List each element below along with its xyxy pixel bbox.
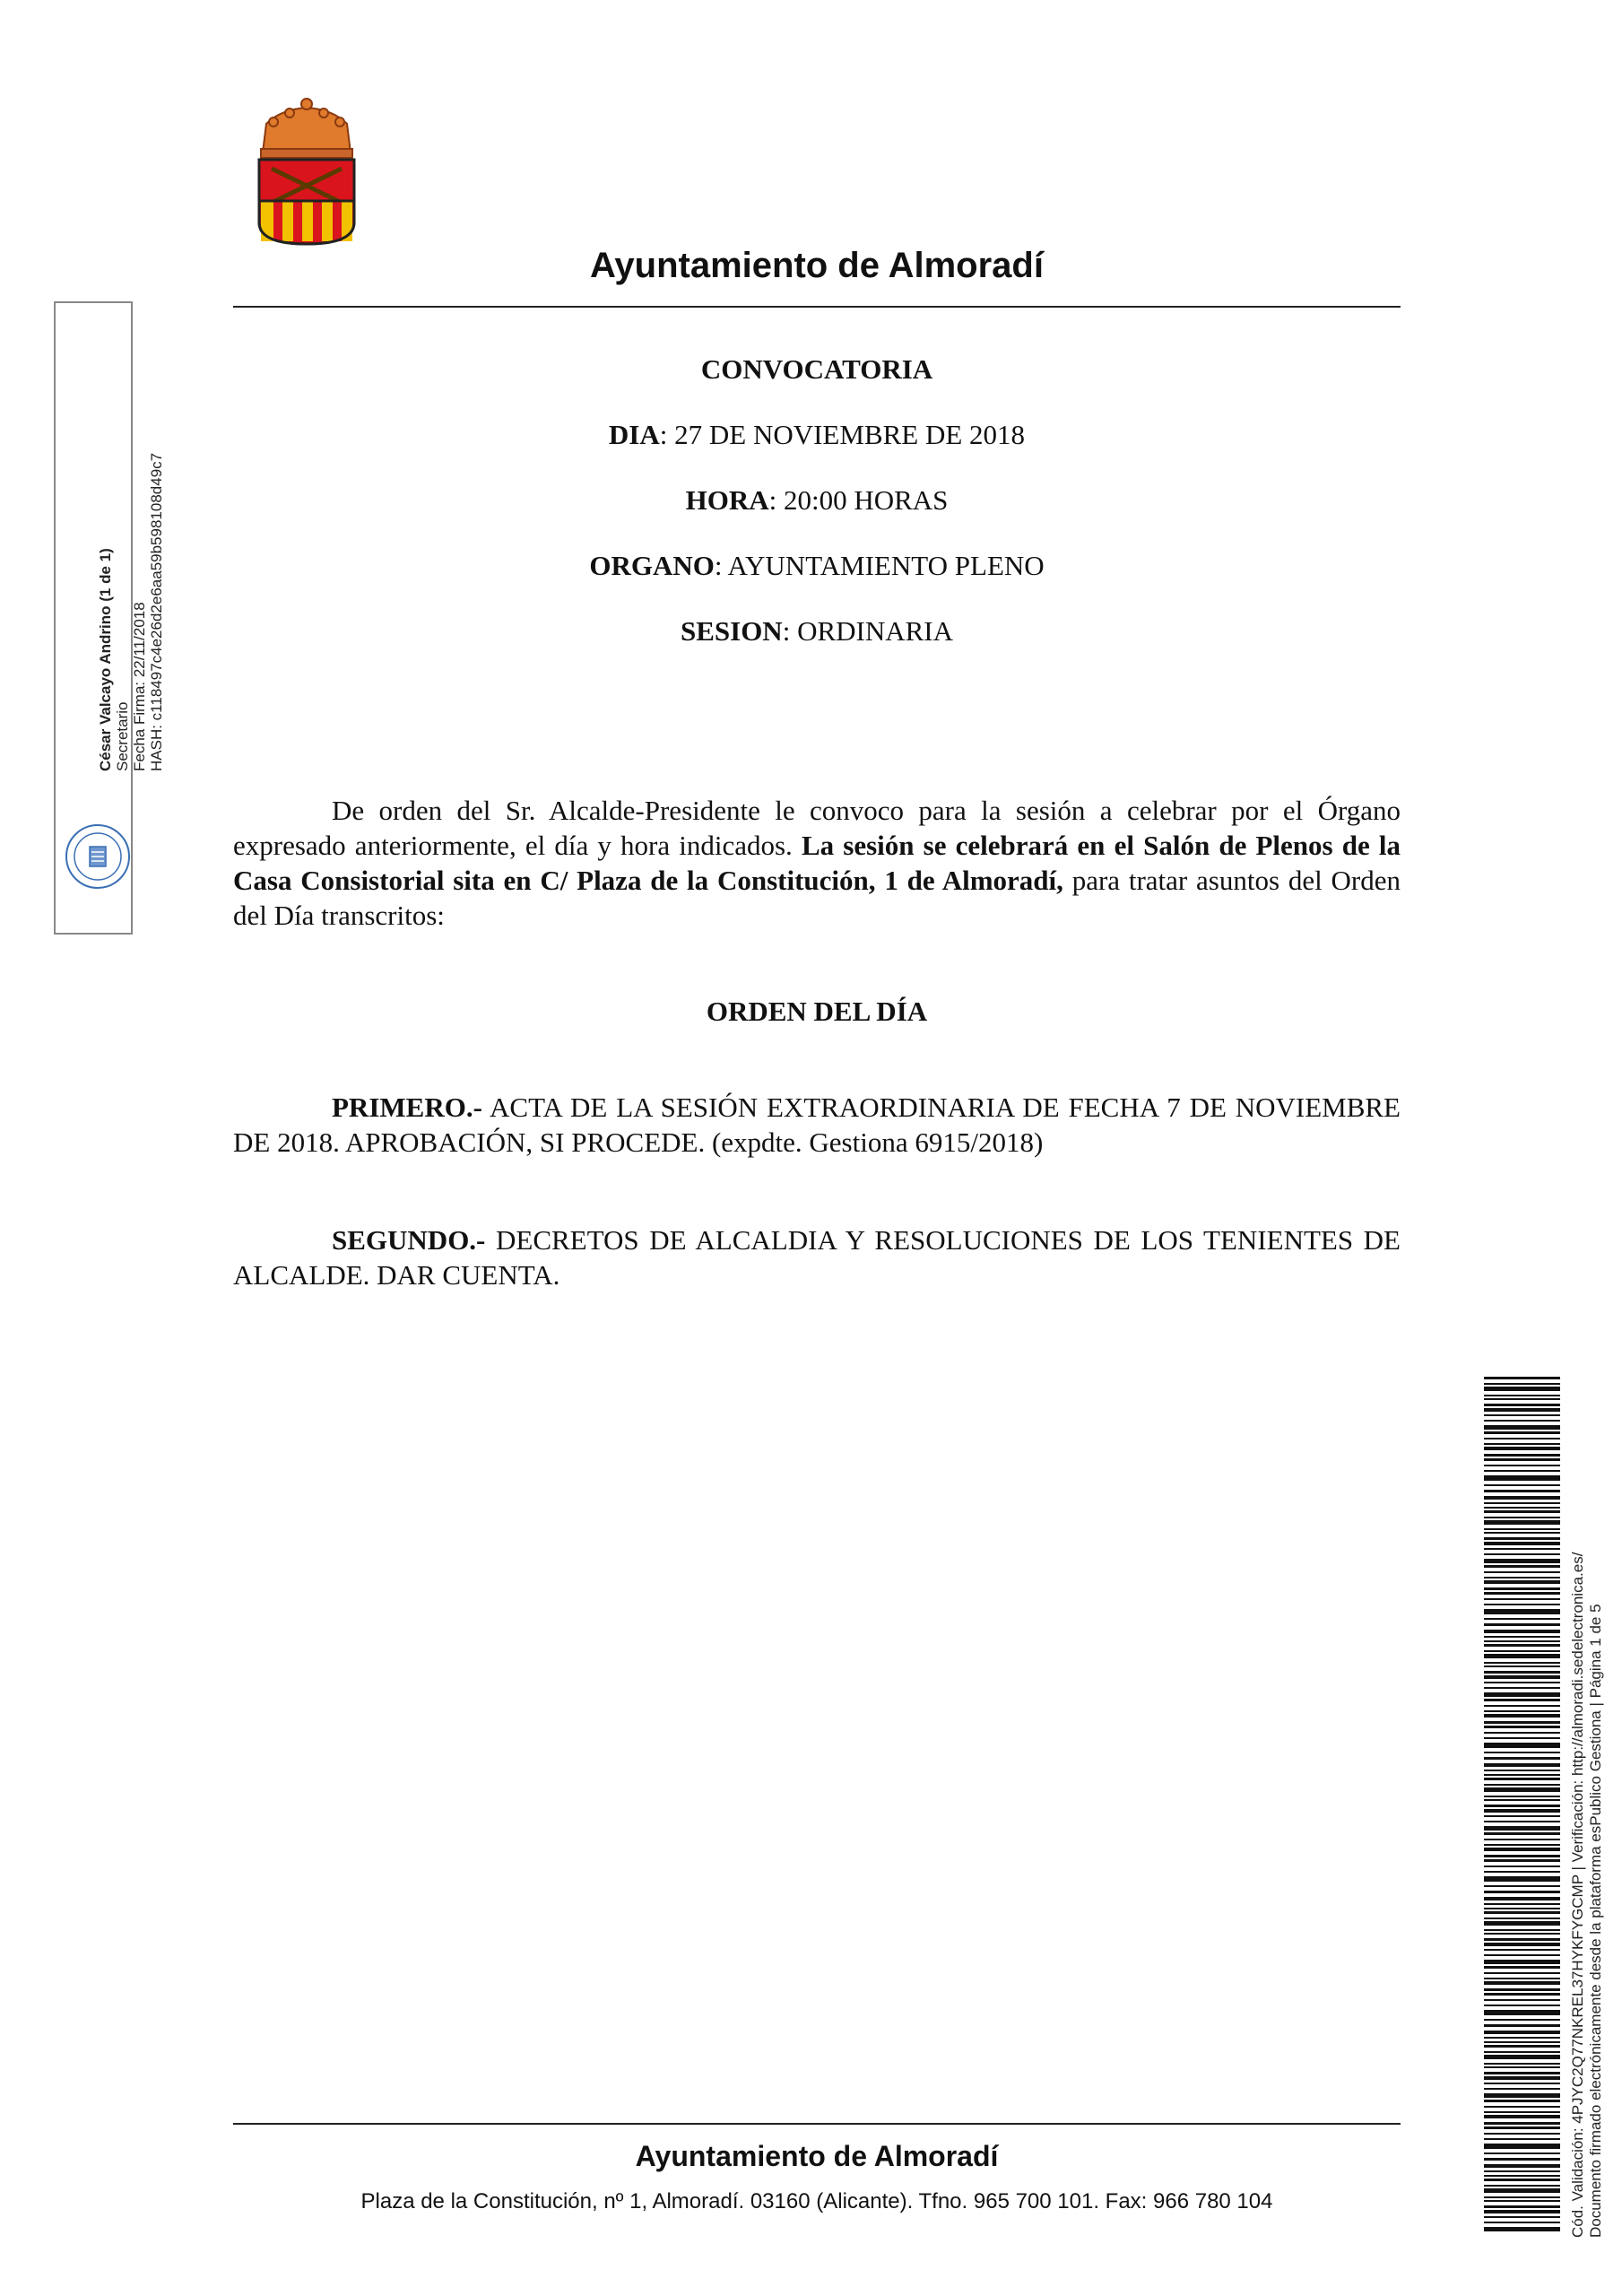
barcode-bar — [1484, 1507, 1560, 1509]
barcode-bar — [1484, 2010, 1560, 2015]
footer-title: Ayuntamiento de Almoradí — [635, 2140, 999, 2172]
barcode-bar — [1484, 2126, 1560, 2129]
intro-text-2: para tratar asuntos del Orden del Día transcritos: — [233, 865, 1401, 931]
barcode-bar — [1484, 1425, 1560, 1430]
barcode-bar — [1484, 2185, 1560, 2187]
barcode-bar — [1484, 2111, 1560, 2113]
barcode-bar — [1484, 1559, 1560, 1563]
barcode-bar — [1484, 2216, 1560, 2218]
barcode-bar — [1484, 1978, 1560, 1979]
barcode-bar — [1484, 1438, 1560, 1439]
barcode-bar — [1484, 1897, 1560, 1900]
barcode-bar — [1484, 1587, 1560, 1590]
validation-line-1: Cód. Validación: 4PJYC2Q77NKREL37HYKFYGCMP | Verificación: http://almoradi.sedelectronica.es/ — [1569, 1552, 1586, 2238]
barcode-bar — [1484, 1949, 1560, 1951]
barcode-bar — [1484, 2045, 1560, 2048]
hora-value: : 20:00 HORAS — [768, 484, 949, 516]
barcode-bar — [1484, 1675, 1560, 1679]
barcode-bar — [1484, 1398, 1560, 1400]
barcode-bar — [1484, 1490, 1560, 1492]
barcode-bar — [1484, 1377, 1560, 1379]
barcode-bar — [1484, 2205, 1560, 2208]
barcode-bar — [1484, 1443, 1560, 1445]
barcode-bar — [1484, 1395, 1560, 1396]
barcode-bar — [1484, 1565, 1560, 1568]
barcode-bar — [1484, 2170, 1560, 2172]
barcode-bar — [1484, 1918, 1560, 1919]
barcode-bar — [1484, 1699, 1560, 1701]
barcode-bar — [1484, 1938, 1560, 1941]
dia-line — [233, 417, 1401, 452]
barcode-bar — [1484, 1604, 1560, 1605]
barcode-bar — [1484, 1665, 1560, 1667]
barcode-bar — [1484, 1644, 1560, 1647]
barcode-bar — [1484, 2066, 1560, 2068]
barcode-bar — [1484, 1510, 1560, 1513]
barcode-bar — [1484, 2106, 1560, 2108]
orden-item-label: PRIMERO.- — [332, 1091, 482, 1123]
barcode-bar — [1484, 1821, 1560, 1822]
shield-icon — [259, 160, 354, 244]
signer-name: César Valcayo Andrino (1 de 1) — [97, 548, 114, 771]
barcode-bar — [1484, 1548, 1560, 1550]
coat-of-arms-logo — [254, 97, 360, 248]
sesion-value: : ORDINARIA — [782, 615, 954, 647]
barcode-bar — [1484, 1737, 1560, 1739]
barcode-bar — [1484, 1993, 1560, 1996]
orden-item — [233, 1090, 1401, 1160]
intro-paragraph — [233, 793, 1401, 933]
barcode-bar — [1484, 2093, 1560, 2098]
barcode-bar — [1484, 2037, 1560, 2039]
barcode-bar — [1484, 1431, 1560, 1434]
barcode-bar — [1484, 1721, 1560, 1724]
barcode-bar — [1484, 1502, 1560, 1504]
barcode-bar — [1484, 1726, 1560, 1728]
dia-label: DIA — [608, 419, 660, 450]
crown-icon — [261, 99, 352, 158]
barcode-bar — [1484, 1826, 1560, 1831]
validation-line-2: Documento firmado electrónicamente desde la plataforma esPublico Gestiona | Página 1 de 5 — [1587, 1604, 1604, 2238]
barcode-bar — [1484, 1654, 1560, 1658]
barcode-bar — [1484, 2019, 1560, 2021]
barcode-bar — [1484, 2055, 1560, 2059]
orden-heading — [233, 994, 1401, 1029]
orden-heading-text: ORDEN DEL DÍA — [706, 996, 928, 1027]
barcode-bar — [1484, 1866, 1560, 1867]
barcode-bar — [1484, 1815, 1560, 1817]
footer-divider — [233, 2123, 1401, 2125]
barcode-bar — [1484, 1848, 1560, 1851]
barcode-bar — [1484, 1692, 1560, 1697]
barcode-bar — [1484, 1520, 1560, 1525]
convocatoria-heading-text: CONVOCATORIA — [700, 353, 933, 385]
barcode-bar — [1484, 1876, 1560, 1882]
barcode-bar — [1484, 1966, 1560, 1969]
barcode-bar — [1484, 1891, 1560, 1893]
barcode-bar — [1484, 1972, 1560, 1974]
barcode-bar — [1484, 2024, 1560, 2027]
barcode-bar — [1484, 2083, 1560, 2084]
barcode-bar — [1484, 1618, 1560, 1620]
organo-label: ORGANO — [589, 550, 715, 581]
dia-value: : 27 DE NOVIEMBRE DE 2018 — [659, 419, 1026, 450]
barcode-bar — [1484, 1787, 1560, 1792]
barcode-bar — [1484, 1859, 1560, 1862]
barcode-bar — [1484, 1454, 1560, 1457]
barcode-bar — [1484, 1832, 1560, 1835]
signature-hash: HASH: c118497c4e26d2e6aa59b598108d49c7 — [148, 452, 165, 771]
orden-item-label: SEGUNDO.- — [332, 1224, 486, 1256]
barcode-bar — [1484, 1714, 1560, 1718]
barcode-bar — [1484, 1871, 1560, 1873]
barcode-bar — [1484, 1885, 1560, 1887]
barcode-bar — [1484, 1710, 1560, 1712]
hora-line — [233, 483, 1401, 517]
barcode-bar — [1484, 1387, 1560, 1391]
barcode-bar — [1484, 1960, 1560, 1964]
barcode-bar — [1484, 1903, 1560, 1905]
organo-value: : AYUNTAMIENTO PLENO — [714, 550, 1045, 581]
footer-address: Plaza de la Constitución, nº 1, Almoradí. 03160 (Alicante). Tfno. 965 700 101. Fax: 966 780 104 — [360, 2189, 1273, 2213]
barcode-bar — [1484, 2076, 1560, 2080]
sesion-line — [233, 613, 1401, 648]
barcode-bar — [1484, 2133, 1560, 2135]
barcode-bar — [1484, 1954, 1560, 1956]
barcode-bar — [1484, 2031, 1560, 2034]
barcode-bar — [1484, 1774, 1560, 1776]
signature-date: Fecha Firma: 22/11/2018 — [131, 602, 148, 771]
sesion-label: SESION — [680, 615, 783, 647]
barcode-bar — [1484, 1999, 1560, 2001]
barcode-bar — [1484, 2005, 1560, 2006]
barcode-bar — [1484, 1933, 1560, 1935]
barcode-bar — [1484, 1929, 1560, 1931]
barcode-bar — [1484, 1778, 1560, 1780]
validation-text — [1569, 1377, 1622, 2238]
barcode-bar — [1484, 1475, 1560, 1481]
barcode-bar — [1484, 1598, 1560, 1600]
barcode-bar — [1484, 1796, 1560, 1797]
barcode-bar — [1484, 1517, 1560, 1518]
barcode-bar — [1484, 2158, 1560, 2161]
barcode-bar — [1484, 1609, 1560, 1614]
barcode-bar — [1484, 1799, 1560, 1801]
barcode-bar — [1484, 2196, 1560, 2198]
official-seal-icon — [63, 822, 133, 891]
intro-text-1: De orden del Sr. Alcalde-Presidente le convoco para la sesión a celebrar por el Órgano expresado anteriormente, el día y hora indicados. — [233, 795, 1401, 861]
barcode-bar — [1484, 1921, 1560, 1926]
barcode-bar — [1484, 1943, 1560, 1946]
barcode-bar — [1484, 1671, 1560, 1674]
barcode-bar — [1484, 1592, 1560, 1595]
barcode-bar — [1484, 1553, 1560, 1555]
barcode-bar — [1484, 1542, 1560, 1545]
validation-barcode — [1484, 1377, 1560, 2233]
barcode-bar — [1484, 1844, 1560, 1846]
barcode-bar — [1484, 2072, 1560, 2074]
barcode-bar — [1484, 1420, 1560, 1422]
orden-item-text: ACTA DE LA SESIÓN EXTRAORDINARIA DE FECHA 7 DE NOVIEMBRE DE 2018. APROBACIÓN, SI PROCEDE. (expdte. Gestiona 6915/2018) — [233, 1091, 1401, 1158]
barcode-bar — [1484, 1732, 1560, 1734]
barcode-bar — [1484, 1528, 1560, 1530]
barcode-bar — [1484, 1640, 1560, 1642]
header-divider — [233, 306, 1401, 308]
barcode-bar — [1484, 2227, 1560, 2231]
barcode-bar — [1484, 2063, 1560, 2065]
barcode-bar — [1484, 2051, 1560, 2053]
barcode-bar — [1484, 1458, 1560, 1461]
barcode-bar — [1484, 2179, 1560, 2181]
barcode-bar — [1484, 1636, 1560, 1638]
barcode-bar — [1484, 2222, 1560, 2223]
barcode-bar — [1484, 1981, 1560, 1985]
barcode-bar — [1484, 2164, 1560, 2168]
barcode-bar — [1484, 2152, 1560, 2154]
barcode-bar — [1484, 1908, 1560, 1909]
header-title: Ayuntamiento de Almoradí — [590, 246, 1044, 285]
intro-text-bold: La sesión se celebrará en el Salón de Plenos de la Casa Consistorial sita en C/ Plaza de la Constitución, 1 de Almoradí, — [233, 830, 1401, 896]
barcode-bar — [1484, 1532, 1560, 1534]
barcode-bar — [1484, 2100, 1560, 2102]
barcode-bar — [1484, 2175, 1560, 2177]
barcode-bar — [1484, 1770, 1560, 1771]
barcode-bar — [1484, 1580, 1560, 1584]
barcode-bar — [1484, 2200, 1560, 2202]
barcode-bar — [1484, 1537, 1560, 1540]
barcode-bar — [1484, 1809, 1560, 1813]
barcode-bar — [1484, 2122, 1560, 2125]
barcode-bar — [1484, 1911, 1560, 1914]
barcode-bar — [1484, 1465, 1560, 1466]
barcode-bar — [1484, 1630, 1560, 1633]
barcode-bar — [1484, 1757, 1560, 1760]
barcode-bar — [1484, 1988, 1560, 1991]
barcode-bar — [1484, 2210, 1560, 2213]
barcode-bar — [1484, 1383, 1560, 1385]
barcode-bar — [1484, 1752, 1560, 1753]
barcode-bar — [1484, 1470, 1560, 1472]
barcode-bar — [1484, 1682, 1560, 1683]
barcode-bar — [1484, 1414, 1560, 1416]
barcode-bar — [1484, 1743, 1560, 1748]
barcode-bar — [1484, 1577, 1560, 1578]
barcode-bar — [1484, 1447, 1560, 1450]
barcode-bar — [1484, 2115, 1560, 2118]
barcode-bar — [1484, 1839, 1560, 1840]
signer-role: Secretario — [114, 701, 131, 771]
barcode-bar — [1484, 1687, 1560, 1689]
barcode-bar — [1484, 1705, 1560, 1707]
barcode-bar — [1484, 1784, 1560, 1786]
barcode-bar — [1484, 2088, 1560, 2090]
orden-item-text: DECRETOS DE ALCALDIA Y RESOLUCIONES DE LOS TENIENTES DE ALCALDE. DAR CUENTA. — [233, 1224, 1401, 1291]
barcode-bar — [1484, 2144, 1560, 2149]
barcode-bar — [1484, 1650, 1560, 1652]
convocatoria-heading — [233, 352, 1401, 387]
barcode-bar — [1484, 1404, 1560, 1406]
barcode-bar — [1484, 1571, 1560, 1573]
hora-label: HORA — [685, 484, 769, 516]
barcode-bar — [1484, 1763, 1560, 1767]
barcode-bar — [1484, 1662, 1560, 1664]
barcode-bar — [1484, 1623, 1560, 1626]
barcode-bar — [1484, 2138, 1560, 2140]
signature-text — [97, 233, 178, 771]
barcode-bar — [1484, 1496, 1560, 1500]
orden-item — [233, 1222, 1401, 1292]
barcode-bar — [1484, 1484, 1560, 1486]
organo-line — [233, 548, 1401, 583]
barcode-bar — [1484, 1855, 1560, 1857]
barcode-bar — [1484, 1805, 1560, 1807]
barcode-bar — [1484, 1408, 1560, 1412]
barcode-bar — [1484, 2188, 1560, 2193]
barcode-bar — [1484, 2041, 1560, 2043]
